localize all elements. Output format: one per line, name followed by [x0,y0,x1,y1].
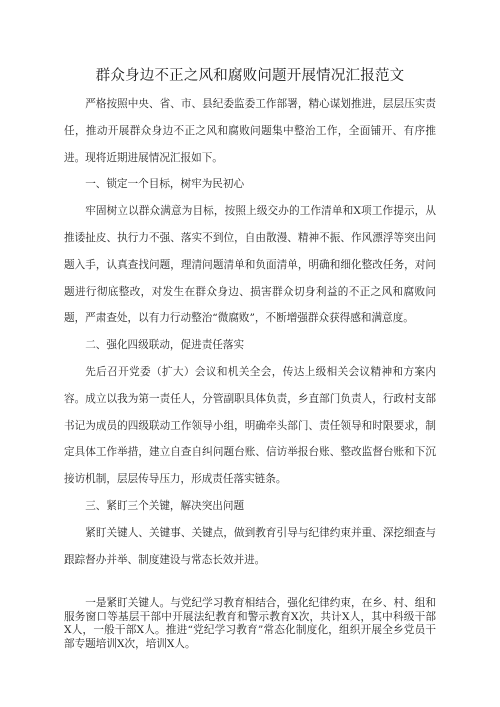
heading-section-1: 一、锁定一个目标，树牢为民初心 [85,178,245,191]
document-title: 群众身边不正之风和腐败问题开展情况汇报范文 [95,68,405,84]
paragraph-key-persons: 一是紧盯关键人。与党纪学习教育相结合，强化纪律约束，在乡、村、组和服务窗口等基层干部中开展法纪教育和警示教育X次，共计X人，其中科级干部X人，一般干部X人。推进“党纪学习教育”常态化制度化，组织开展全乡党员干部专题培训X次，培训X人。 [64,597,436,650]
heading-section-2: 二、强化四级联动，促进责任落实 [85,339,245,352]
paragraph-intro: 严格按照中央、省、市、县纪委监委工作部署，精心谋划推进，层层压实责任，推动开展群众身边不正之风和腐败问题集中整治工作，全面铺开、有序推进。现将近期进展情况汇报如下。 [64,98,436,164]
paragraph-section-2: 先后召开党委（扩大）会议和机关全会，传达上级相关会议精神和方案内容。成立以我为第一责任人，分管副职具体负责，乡直部门负责人，行政村支部书记为成员的四级联动工作领导小组，明确牵头部门、责任领导和时限要求，制定具体工作举措，建立自查自纠问题台账、信访举报台账、整改监督台账和下沉接访机制，层层传导压力，形成责任落实链条。 [64,365,436,486]
document-final-block [64,597,436,651]
document-body [64,91,436,573]
paragraph-section-1: 牢固树立以群众满意为目标，按照上级交办的工作清单和X项工作提示，从推诿扯皮、执行力不强、落实不到位，自由散漫、精神不振、作风漂浮等突出问题入手，认真查找问题，理清问题清单和负面清单，明确和细化整改任务，对问题进行彻底整改，对发生在群众身边、损害群众切身利益的不正之风和腐败问题，严肃查处，以有力行动整治“微腐败”，不断增强群众获得感和满意度。 [64,205,436,325]
heading-section-3: 三、紧盯三个关键，解决突出问题 [85,499,245,512]
paragraph-section-3: 紧盯关键人、关键事、关键点，做到教育引导与纪律约束并重、深挖细查与跟踪督办并举、制度建设与常态长效并进。 [64,526,436,566]
